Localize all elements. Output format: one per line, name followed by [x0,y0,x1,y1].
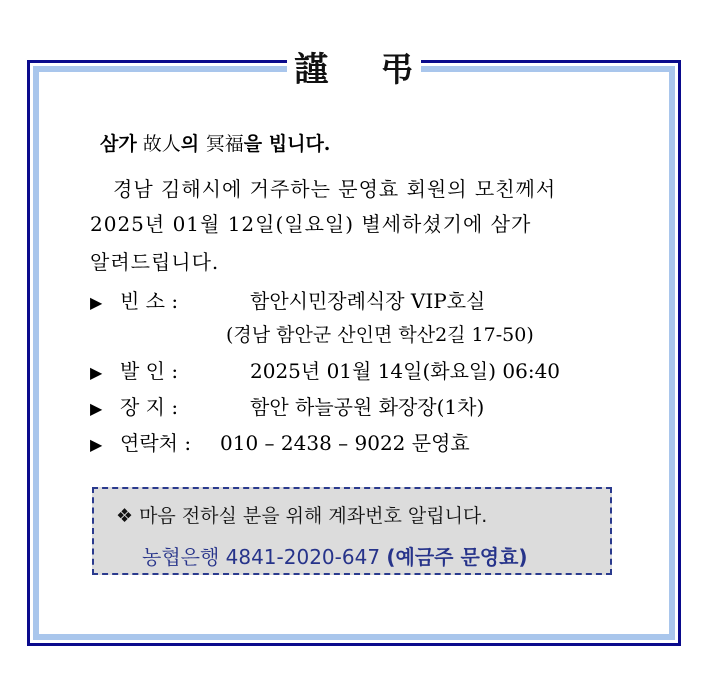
notice-text: ❖ 마음 전하실 분을 위해 계좌번호 알립니다. [116,505,488,527]
account-number: 농협은행 4841-2020-647 [142,545,387,569]
venue-address: (경남 함안군 산인면 학산2길 17-50) [226,324,534,346]
body-line-2: 2025년 01월 12일(일요일) 별세하셨기에 삼가 [90,212,532,236]
greeting-part-2: 故人 [136,133,181,155]
arrow-icon: ▶ [90,363,103,382]
page-title: 謹 弔 [294,49,434,90]
greeting [100,132,330,156]
detail-value: 010 – 2438 – 9022 문영효 [220,431,470,455]
detail-label: 장 지 : [120,395,179,419]
greeting-part-3: 의 [180,133,206,155]
greeting-part-1: 삼가 [100,133,137,155]
detail-value: 함안 하늘공원 화장장(1차) [250,395,485,419]
detail-label: 빈 소 : [120,289,179,313]
detail-row-departure [90,359,560,385]
arrow-icon: ▶ [90,435,103,454]
detail-row-contact [90,431,470,457]
greeting-part-4: 冥福 [205,133,244,155]
detail-row-venue [90,289,485,315]
greeting-part-5: 을 빕니다. [243,133,331,155]
detail-value: 함안시민장례식장 VIP호실 [250,289,486,313]
arrow-icon: ▶ [90,399,103,418]
account-holder: (예금주 문영효) [386,545,528,569]
bank-account [142,541,528,570]
account-notice-box [92,487,612,575]
detail-row-burial [90,395,484,421]
detail-label: 발 인 : [120,359,179,383]
detail-value: 2025년 01월 14일(화요일) 06:40 [250,359,561,383]
body-line-3: 알려드립니다. [90,250,220,274]
body-line-1: 경남 김해시에 거주하는 문영효 회원의 모친께서 [113,177,557,201]
arrow-icon: ▶ [90,293,103,312]
detail-label: 연락처 : [120,431,192,455]
